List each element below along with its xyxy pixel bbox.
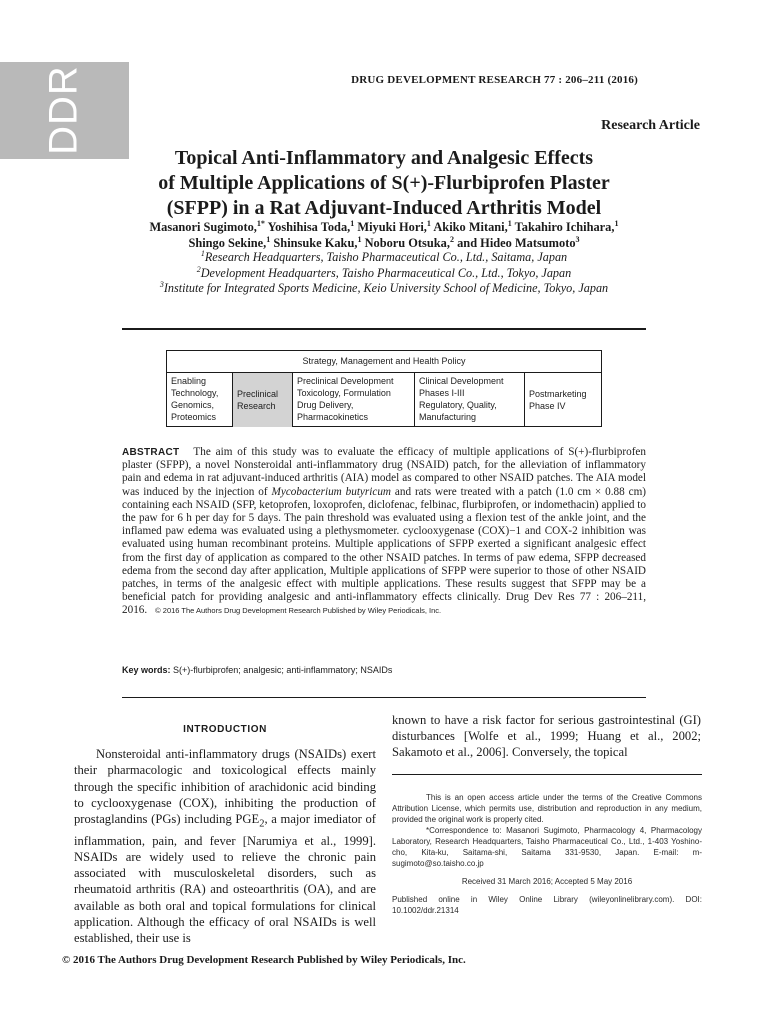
affiliation-text: Institute for Integrated Sports Medicine, Keio University School of Medicine, Tokyo, Japan bbox=[163, 281, 609, 295]
stage-table-header: Strategy, Management and Health Policy bbox=[167, 351, 601, 373]
author-name: Shingo Sekine, bbox=[188, 236, 267, 250]
drug-development-stage-table bbox=[166, 350, 602, 427]
keywords bbox=[122, 665, 646, 675]
stage-cell-line: Phase IV bbox=[529, 401, 566, 411]
author-name: Akiko Mitani, bbox=[433, 220, 508, 234]
introduction-paragraph bbox=[74, 746, 376, 946]
stage-cell-line: Postmarketing bbox=[529, 389, 587, 399]
author-affil-marker: 2 bbox=[449, 234, 454, 244]
stage-cell-line: Preclinical bbox=[237, 389, 279, 399]
author-list bbox=[90, 219, 678, 251]
article-type: Research Article bbox=[601, 118, 700, 133]
stage-cell-preclinical-development bbox=[293, 373, 415, 427]
affiliation-number: 1 bbox=[200, 248, 205, 258]
title-line: (SFPP) in a Rat Adjuvant-Induced Arthritis Model bbox=[166, 197, 602, 219]
introduction-text: Nonsteroidal anti-inflammatory drugs (NSAIDs) exert their pharmacologic and toxicological effects mainly through the specific inhibition of arachidonic acid binding to cyclooxygenase (COX), inhibiting the production of prostaglandins (PGs) including PGE bbox=[74, 747, 376, 827]
stage-cell-line: Genomics, bbox=[171, 400, 215, 410]
license-note: This is an open access article under the terms of the Creative Commons Attribution License, which permits use, distribution and reproduction in any medium, provided the original work is properly cited. bbox=[392, 793, 702, 824]
stage-cell-line: Pharmacokinetics bbox=[297, 412, 369, 422]
affiliation bbox=[90, 266, 678, 282]
affiliation-number: 2 bbox=[196, 264, 201, 274]
author-line bbox=[90, 235, 678, 251]
subscript: 2 bbox=[259, 818, 265, 830]
abstract-copyright: © 2016 The Authors Drug Development Research Published by Wiley Periodicals, Inc. bbox=[155, 606, 442, 616]
introduction-right-column bbox=[392, 712, 701, 761]
divider bbox=[122, 697, 646, 698]
author-affil-marker: 1 bbox=[426, 218, 431, 228]
author-name: Miyuki Hori, bbox=[357, 220, 427, 234]
affiliation-text: Development Headquarters, Taisho Pharmaceutical Co., Ltd., Tokyo, Japan bbox=[200, 265, 572, 280]
abstract-text: The aim of this study was to evaluate the efficacy of multiple applications of S(+)-flurbiprofen plaster (SFPP), a novel Nonsteroidal anti-inflammatory drug (NSAID) patch, for the alleviation of inflammatory pain and edema in rat adjuvant-induced arthritis (AIA) model as compared to other NSAID patches. The AIA model was induced by the injection of bbox=[122, 446, 646, 498]
stage-cell-line: Research bbox=[237, 401, 276, 411]
stage-cell-preclinical-research bbox=[233, 373, 293, 427]
author-affil-marker: 1 bbox=[507, 218, 512, 228]
corresponding-mark: * bbox=[260, 218, 265, 228]
journal-tab-label: DDR bbox=[41, 65, 86, 155]
author-affil-marker: 1 bbox=[256, 218, 261, 228]
author-affil-marker: 1 bbox=[350, 218, 355, 228]
affiliation-text: Research Headquarters, Taisho Pharmaceutical Co., Ltd., Saitama, Japan bbox=[204, 250, 568, 264]
affiliation bbox=[90, 281, 678, 297]
affiliation bbox=[90, 250, 678, 266]
affiliation-number: 3 bbox=[159, 279, 164, 289]
stage-cell-line: Toxicology, Formulation bbox=[297, 388, 391, 398]
stage-cell-line: Proteomics bbox=[171, 412, 217, 422]
stage-cell-line: Preclinical Development bbox=[297, 376, 394, 386]
title-line: of Multiple Applications of S(+)-Flurbiprofen Plaster bbox=[158, 172, 610, 194]
introduction-left-column bbox=[74, 722, 376, 946]
author-name: Masanori Sugimoto, bbox=[149, 220, 257, 234]
introduction-text: , a major imediator of inflammation, pain, and fever [Narumiya et al., 1999]. NSAIDs are widely used to relieve the chronic pain associated with musculoskeletal disorders, such as rheumatoid arthritis (RA) and osteoarthritis (OA), and are available as both oral and topical formulations for clinical application. Although the efficacy of oral NSAIDs is well established, their use is bbox=[74, 812, 376, 945]
author-affil-marker: 1 bbox=[357, 234, 362, 244]
abstract-text: and rats were treated with a patch (1.0 cm × 0.88 cm) containing each NSAID (SFP, ketoprofen, loxoprofen, diclofenac, felbinac, flurbiprofen, or indomethacin) applied to the paw for 6 h per day for 5 days. The pain threshold was evaluated using a flexion test of the ankle joint, and the inflamed paw edema was evaluated using a plethysmometer. cyclooxygenase (COX)−1 and COX-2 inhibition was evaluated using human recombinant proteins. Multiple applications of SFPP exerted a significant analgesic effect from the first day of application as compared to the other NSAID patches. In terms of paw edema, SFPP decreased edema from the second day after application, Multiple applications of SFPP were superior to those of other NSAID patches, in terms of the analgesic effect with multiple applications. These results suggest that SFPP may be a beneficial patch for providing analgesic and anti-inflammatory effects clinically. Drug Dev Res 77 : 206–211, 2016. bbox=[122, 485, 646, 617]
received-date: Received 31 March 2016; Accepted 5 May 2016 bbox=[461, 877, 633, 886]
page-copyright: © 2016 The Authors Drug Development Research Published by Wiley Periodicals, Inc. bbox=[62, 954, 466, 966]
author-name: Takahiro Ichihara, bbox=[514, 220, 615, 234]
divider bbox=[122, 328, 646, 330]
stage-cell-enabling-technology bbox=[167, 373, 233, 427]
author-name: and Hideo Matsumoto bbox=[457, 236, 576, 250]
footnote-divider bbox=[392, 774, 702, 775]
article-title bbox=[100, 146, 668, 221]
author-affil-marker: 1 bbox=[614, 218, 619, 228]
author-name: Shinsuke Kaku, bbox=[273, 236, 358, 250]
introduction-paragraph: known to have a risk factor for serious gastrointestinal (GI) disturbances [Wolfe et al., 1999; Huang et al., 2002; Sakamoto et al., 2006]. Conversely, the topical bbox=[392, 713, 701, 760]
publication-info: Published online in Wiley Online Library (wileyonlinelibrary.com). DOI: 10.1002/ddr.21314 bbox=[392, 895, 702, 915]
author-affil-marker: 1 bbox=[266, 234, 271, 244]
abstract-organism: Mycobacterium butyricum bbox=[271, 485, 391, 498]
correspondence-note: *Correspondence to: Masanori Sugimoto, Pharmacology 4, Pharmacology Laboratory, Research Headquarters, Taisho Pharmaceutical Co., Ltd., 1-403 Yoshino-cho, Kita-ku, Saitama-shi, Saitama 331-9530, Japan. E-mail: m-sugimoto@so.taisho.co.jp bbox=[392, 826, 702, 868]
stage-cell-line: Manufacturing bbox=[419, 412, 477, 422]
author-name: Noboru Otsuka, bbox=[364, 236, 450, 250]
journal-header: DRUG DEVELOPMENT RESEARCH 77 : 206–211 (2016) bbox=[351, 74, 638, 86]
stage-cell-line: Technology, bbox=[171, 388, 219, 398]
keywords-text: S(+)-flurbiprofen; analgesic; anti-inflammatory; NSAIDs bbox=[173, 665, 393, 675]
author-name: Yoshihisa Toda, bbox=[267, 220, 351, 234]
abstract bbox=[122, 446, 646, 618]
stage-cell-postmarketing bbox=[525, 373, 601, 427]
stage-cell-line: Regulatory, Quality, bbox=[419, 400, 497, 410]
stage-cell-line: Drug Delivery, bbox=[297, 400, 354, 410]
footnote bbox=[392, 792, 702, 916]
stage-cell-line: Phases I-III bbox=[419, 388, 465, 398]
stage-cell-line: Enabling bbox=[171, 376, 207, 386]
stage-table-row bbox=[167, 373, 601, 427]
author-affil-marker: 3 bbox=[575, 234, 580, 244]
abstract-label: ABSTRACT bbox=[122, 447, 180, 458]
journal-tab bbox=[0, 62, 129, 159]
title-line: Topical Anti-Inflammatory and Analgesic Effects bbox=[174, 147, 594, 169]
stage-cell-clinical-development bbox=[415, 373, 525, 427]
introduction-heading: INTRODUCTION bbox=[183, 724, 267, 735]
keywords-label: Key words: bbox=[122, 665, 171, 675]
affiliation-list bbox=[90, 250, 678, 297]
stage-cell-line: Clinical Development bbox=[419, 376, 504, 386]
author-line bbox=[90, 219, 678, 235]
